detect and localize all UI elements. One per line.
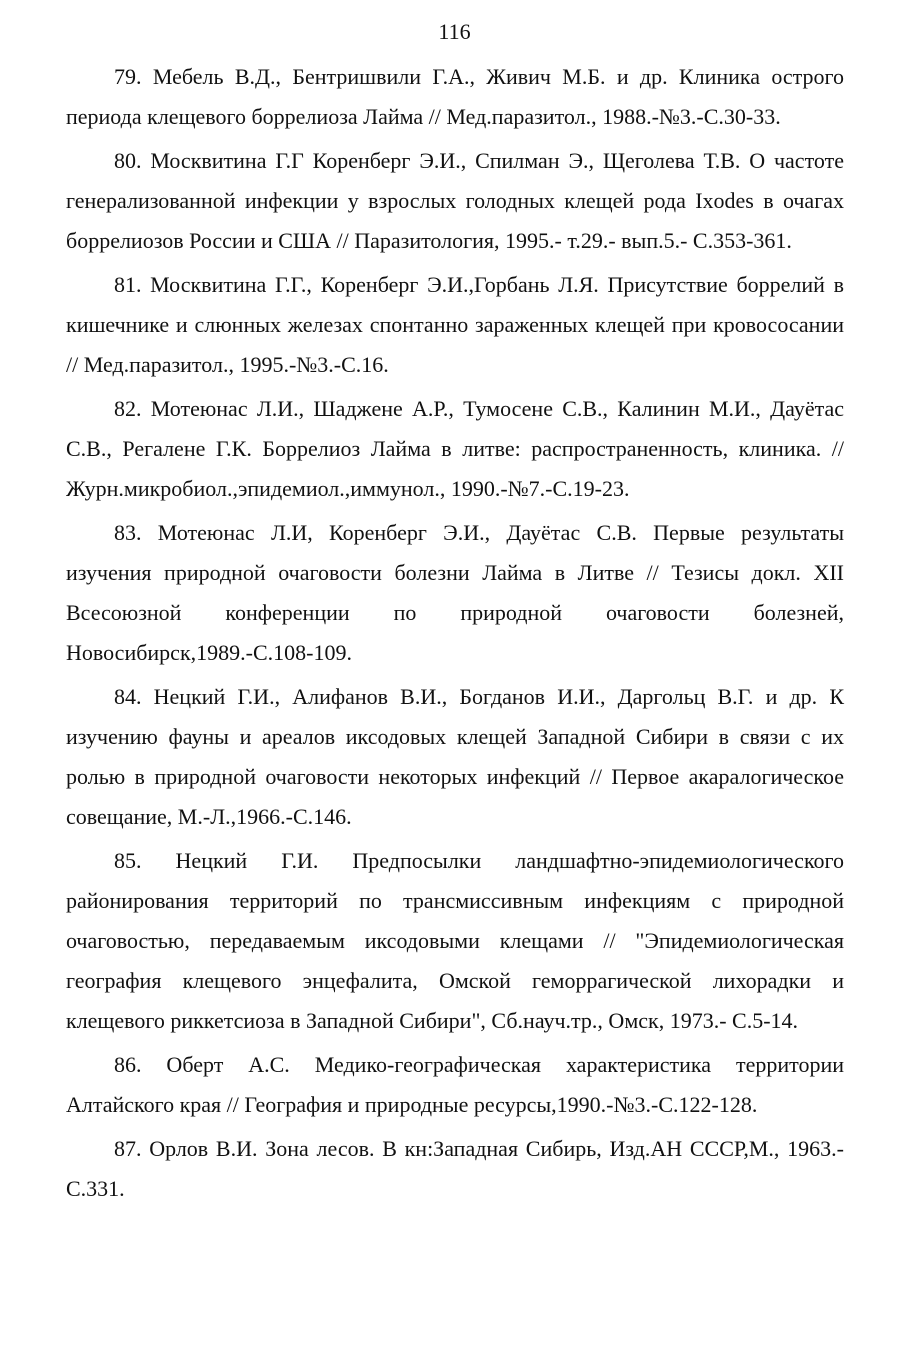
reference-item-82: 82. Мотеюнас Л.И., Шаджене А.Р., Тумосене С.В., Калинин М.И., Дауётас С.В., Регалене Г.К. Боррелиоз Лайма в литве: распространенность, клиника. // Журн.микробиол.,эпидемиол.,иммунол., 1990.-№7.-С.19-23. (66, 396, 844, 501)
reference-item-85: 85. Нецкий Г.И. Предпосылки ландшафтно-эпидемиологического районирования территорий по трансмиссивным инфекциям с природной очаговостью, передаваемым иксодовыми клещами // "Эпидемиологическая география клещевого энцефалита, Омской геморрагической лихорадки и клещевого риккетсиоза в Западной Сибири", Сб.науч.тр., Омск, 1973.- С.5-14. (66, 848, 844, 1033)
reference-item-86: 86. Оберт А.С. Медико-географическая характеристика территории Алтайского края // География и природные ресурсы,1990.-№3.-С.122-128. (66, 1052, 844, 1117)
reference-list (66, 57, 844, 1213)
reference-item-87: 87. Орлов В.И. Зона лесов. В кн:Западная Сибирь, Изд.АН СССР,М., 1963.-С.331. (66, 1136, 844, 1201)
page-number: 116 (438, 19, 471, 44)
reference-item-81: 81. Москвитина Г.Г., Коренберг Э.И.,Горбань Л.Я. Присутствие боррелий в кишечнике и слюнных железах спонтанно зараженных клещей при кровососании // Мед.паразитол., 1995.-№3.-С.16. (66, 272, 844, 377)
reference-item-80: 80. Москвитина Г.Г Коренберг Э.И., Спилман Э., Щеголева Т.В. О частоте генерализованной инфекции у взрослых голодных клещей рода Ixodes в очагах боррелиозов России и США // Паразитология, 1995.- т.29.- вып.5.- С.353-361. (66, 148, 844, 253)
reference-item-84: 84. Нецкий Г.И., Алифанов В.И., Богданов И.И., Даргольц В.Г. и др. К изучению фауны и ареалов иксодовых клещей Западной Сибири в связи с их ролью в природной очаговости некоторых инфекций // Первое акаралогическое совещание, М.-Л.,1966.-С.146. (66, 684, 844, 829)
reference-item-79: 79. Мебель В.Д., Бентришвили Г.А., Живич М.Б. и др. Клиника острого периода клещевого боррелиоза Лайма // Мед.паразитол., 1988.-№3.-С.30-33. (66, 64, 844, 129)
reference-item-83: 83. Мотеюнас Л.И, Коренберг Э.И., Дауётас С.В. Первые результаты изучения природной очаговости болезни Лайма в Литве // Тезисы докл. XII Всесоюзной конференции по природной очаговости болезней, Новосибирск,1989.-С.108-109. (66, 520, 844, 665)
